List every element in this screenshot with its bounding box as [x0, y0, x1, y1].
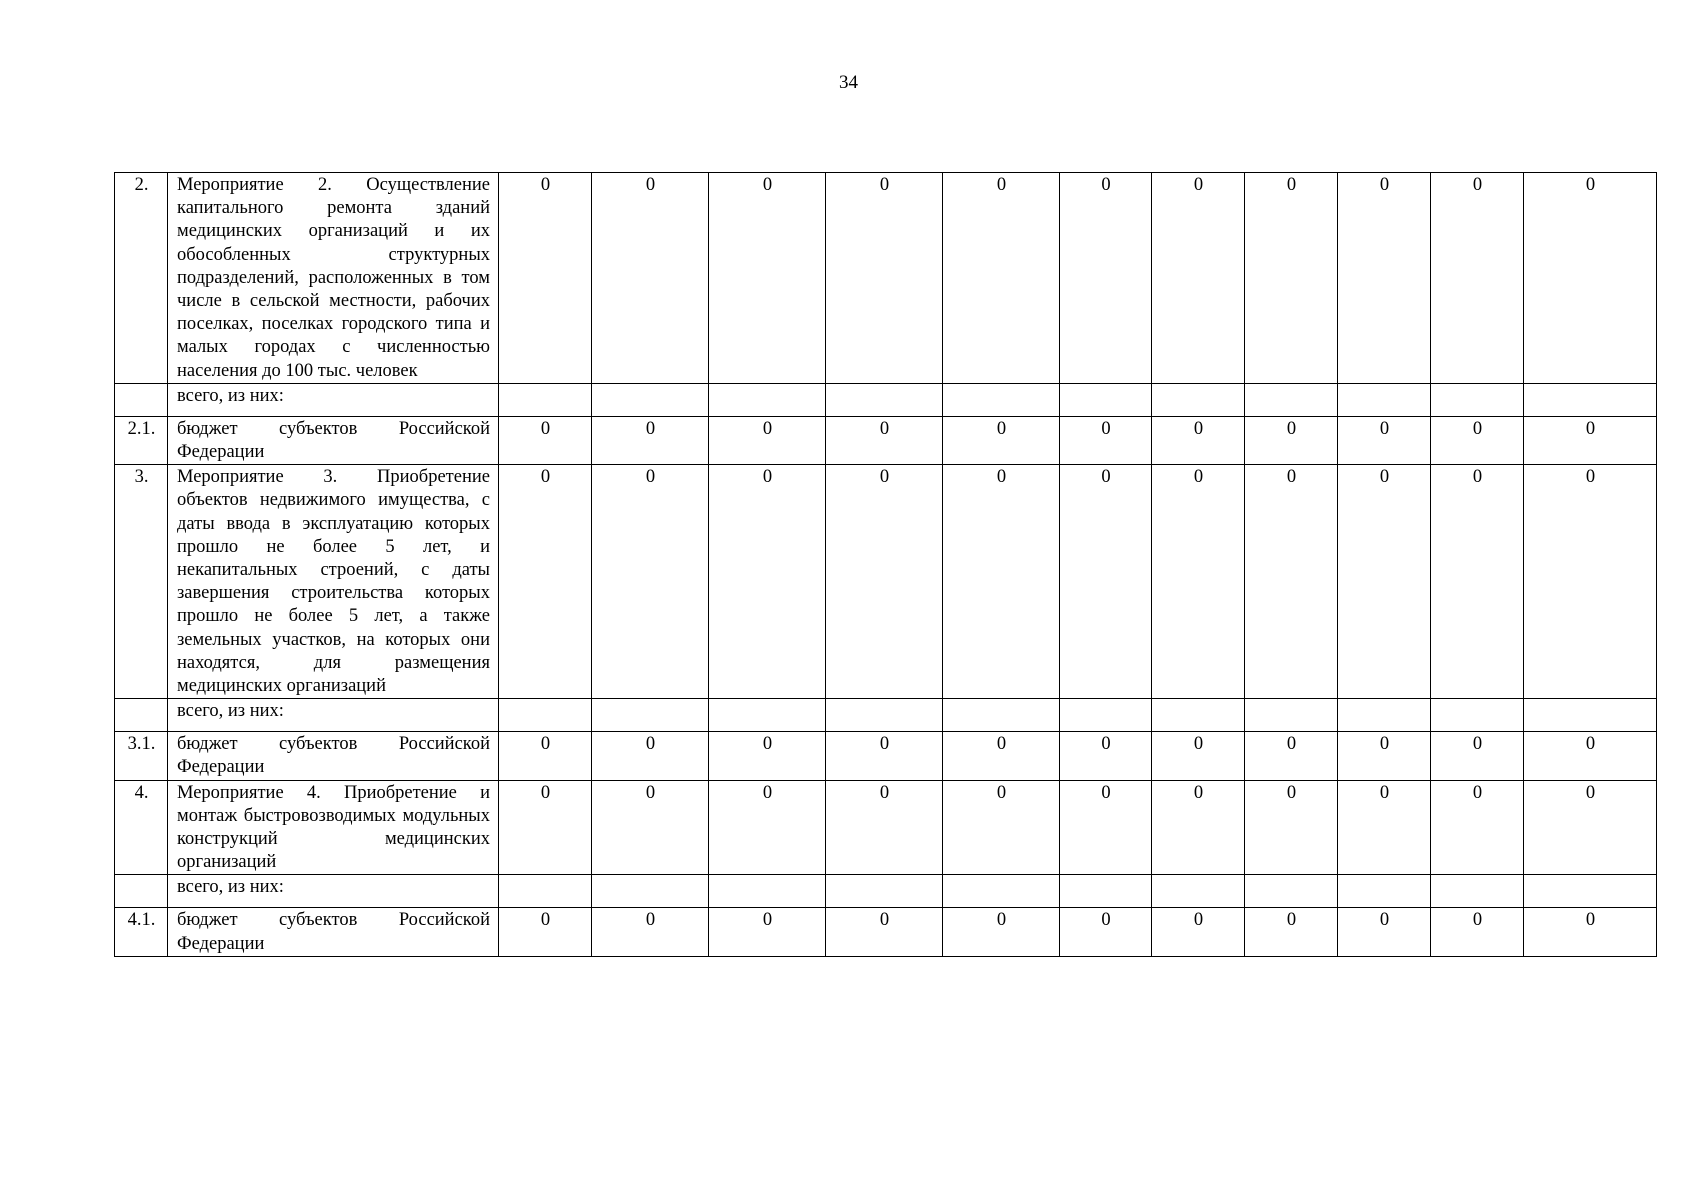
value-cell: 0: [1524, 780, 1657, 875]
value-cell: [499, 875, 592, 908]
value-cell: 0: [1245, 732, 1338, 780]
row-number: 2.: [115, 173, 168, 384]
table-body: [115, 173, 1657, 957]
value-cell: 0: [1431, 173, 1524, 384]
value-cell: 0: [943, 173, 1060, 384]
value-cell: 0: [1245, 780, 1338, 875]
row-number: 3.1.: [115, 732, 168, 780]
row-number: 4.: [115, 780, 168, 875]
value-cell: 0: [826, 780, 943, 875]
value-cell: 0: [1338, 173, 1431, 384]
row-description: бюджет субъектов Российской Федерации: [168, 416, 499, 464]
value-cell: 0: [1524, 416, 1657, 464]
value-cell: 0: [826, 465, 943, 699]
value-cell: [592, 699, 709, 732]
value-cell: 0: [943, 465, 1060, 699]
table-row: [115, 732, 1657, 780]
measures-table: [114, 172, 1657, 957]
value-cell: [826, 875, 943, 908]
value-cell: [1060, 383, 1152, 416]
value-cell: [499, 383, 592, 416]
value-cell: 0: [1245, 465, 1338, 699]
value-cell: 0: [826, 416, 943, 464]
value-cell: 0: [499, 780, 592, 875]
value-cell: 0: [1431, 732, 1524, 780]
row-description: Мероприятие 4. Приобретение и монтаж быстровозводимых модульных конструкций медицинских организаций: [168, 780, 499, 875]
value-cell: 0: [943, 416, 1060, 464]
value-cell: [1152, 875, 1245, 908]
value-cell: 0: [1060, 908, 1152, 956]
value-cell: 0: [592, 732, 709, 780]
value-cell: 0: [592, 416, 709, 464]
value-cell: [1431, 875, 1524, 908]
value-cell: 0: [1060, 416, 1152, 464]
value-cell: 0: [1152, 780, 1245, 875]
value-cell: 0: [1245, 908, 1338, 956]
value-cell: [1524, 383, 1657, 416]
value-cell: [943, 699, 1060, 732]
row-description: Мероприятие 2. Осуществление капитального ремонта зданий медицинских организаций и их обособленных структурных подразделений, расположенных в том числе в сельской местности, рабочих поселках, поселках городского типа и малых городах с численностью населения до 100 тыс. человек: [168, 173, 499, 384]
value-cell: [1245, 383, 1338, 416]
value-cell: 0: [1431, 780, 1524, 875]
value-cell: 0: [1524, 732, 1657, 780]
value-cell: 0: [592, 173, 709, 384]
value-cell: 0: [1338, 908, 1431, 956]
value-cell: 0: [826, 173, 943, 384]
table-row: [115, 875, 1657, 908]
value-cell: 0: [943, 732, 1060, 780]
value-cell: 0: [592, 780, 709, 875]
value-cell: 0: [1338, 780, 1431, 875]
value-cell: 0: [1524, 173, 1657, 384]
value-cell: 0: [1338, 732, 1431, 780]
value-cell: 0: [1060, 465, 1152, 699]
table-row: [115, 780, 1657, 875]
value-cell: [709, 699, 826, 732]
value-cell: 0: [592, 465, 709, 699]
value-cell: [943, 383, 1060, 416]
value-cell: 0: [1152, 908, 1245, 956]
value-cell: [499, 699, 592, 732]
table-row: [115, 699, 1657, 732]
value-cell: [592, 383, 709, 416]
value-cell: 0: [943, 908, 1060, 956]
value-cell: 0: [1338, 465, 1431, 699]
value-cell: 0: [499, 732, 592, 780]
row-number: [115, 383, 168, 416]
value-cell: [1338, 383, 1431, 416]
row-description: бюджет субъектов Российской Федерации: [168, 908, 499, 956]
value-cell: 0: [1152, 173, 1245, 384]
value-cell: 0: [1338, 416, 1431, 464]
value-cell: 0: [709, 173, 826, 384]
table-row: [115, 416, 1657, 464]
table-row: [115, 908, 1657, 956]
value-cell: 0: [592, 908, 709, 956]
value-cell: [1245, 699, 1338, 732]
table-row: [115, 465, 1657, 699]
value-cell: 0: [1152, 416, 1245, 464]
row-description: Мероприятие 3. Приобретение объектов недвижимого имущества, с даты ввода в эксплуатацию которых прошло не более 5 лет, и некапитальных строений, с даты завершения строительства которых прошло не более 5 лет, а также земельных участков, на которых они находятся, для размещения медицинских организаций: [168, 465, 499, 699]
value-cell: 0: [1152, 465, 1245, 699]
value-cell: 0: [709, 732, 826, 780]
value-cell: [1152, 699, 1245, 732]
value-cell: 0: [826, 908, 943, 956]
value-cell: 0: [826, 732, 943, 780]
row-description: бюджет субъектов Российской Федерации: [168, 732, 499, 780]
value-cell: 0: [1245, 416, 1338, 464]
row-number: 2.1.: [115, 416, 168, 464]
value-cell: 0: [1431, 465, 1524, 699]
value-cell: [1524, 875, 1657, 908]
row-number: 4.1.: [115, 908, 168, 956]
value-cell: [1431, 699, 1524, 732]
row-description: всего, из них:: [168, 699, 499, 732]
row-number: [115, 875, 168, 908]
table-row: [115, 173, 1657, 384]
value-cell: 0: [709, 465, 826, 699]
value-cell: 0: [1524, 908, 1657, 956]
value-cell: [1338, 699, 1431, 732]
value-cell: 0: [1060, 173, 1152, 384]
value-cell: [592, 875, 709, 908]
value-cell: [1060, 875, 1152, 908]
value-cell: 0: [1431, 908, 1524, 956]
value-cell: [1338, 875, 1431, 908]
value-cell: [826, 699, 943, 732]
row-number: [115, 699, 168, 732]
value-cell: 0: [499, 908, 592, 956]
value-cell: 0: [1524, 465, 1657, 699]
value-cell: 0: [709, 416, 826, 464]
value-cell: 0: [709, 908, 826, 956]
value-cell: 0: [1060, 780, 1152, 875]
value-cell: [1152, 383, 1245, 416]
value-cell: 0: [499, 416, 592, 464]
value-cell: [709, 383, 826, 416]
value-cell: [943, 875, 1060, 908]
value-cell: 0: [1431, 416, 1524, 464]
value-cell: [1431, 383, 1524, 416]
value-cell: 0: [1060, 732, 1152, 780]
value-cell: 0: [1152, 732, 1245, 780]
value-cell: 0: [709, 780, 826, 875]
value-cell: 0: [943, 780, 1060, 875]
row-description: всего, из них:: [168, 383, 499, 416]
value-cell: [1524, 699, 1657, 732]
row-number: 3.: [115, 465, 168, 699]
table-row: [115, 383, 1657, 416]
value-cell: [709, 875, 826, 908]
value-cell: 0: [499, 173, 592, 384]
value-cell: 0: [499, 465, 592, 699]
value-cell: 0: [1245, 173, 1338, 384]
page-number: 34: [839, 72, 858, 93]
row-description: всего, из них:: [168, 875, 499, 908]
value-cell: [1245, 875, 1338, 908]
value-cell: [826, 383, 943, 416]
value-cell: [1060, 699, 1152, 732]
